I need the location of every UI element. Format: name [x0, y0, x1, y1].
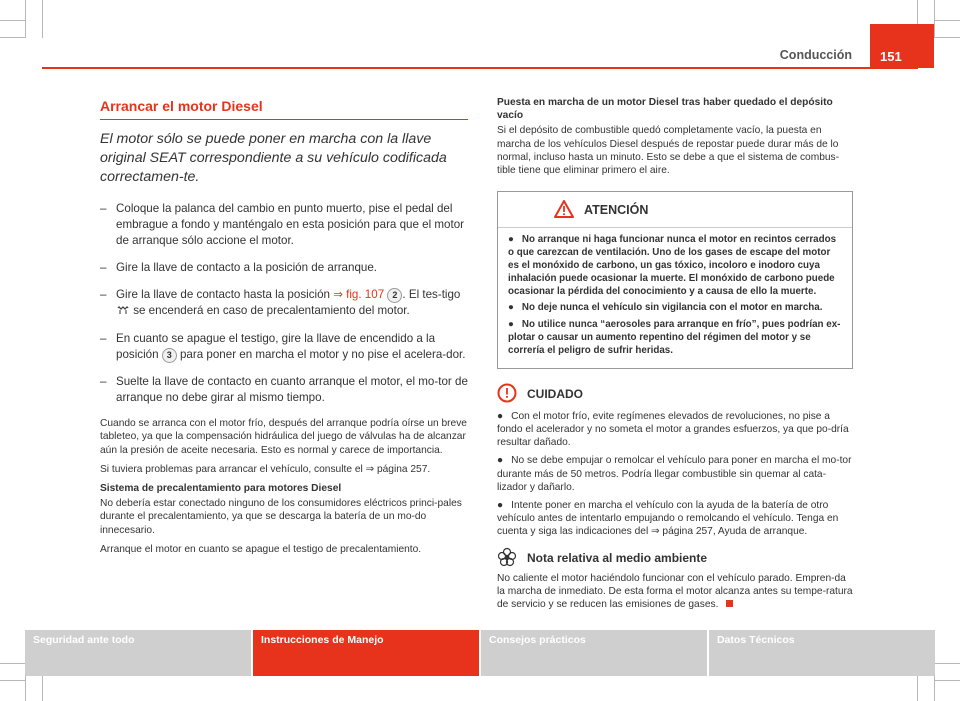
- section-heading: Arrancar el motor Diesel: [100, 100, 468, 120]
- step-text: Coloque la palanca del cambio en punto muerto, pise el pedal del embrague a fondo y manténgalo en esta posición para que el motor de arranque sólo accione el motor.: [116, 202, 465, 248]
- figure-link[interactable]: ⇒ fig. 107: [333, 288, 385, 302]
- warning-text: No deje nunca el vehículo sin vigilancia con el motor en marcha.: [521, 302, 823, 314]
- step-text: En cuanto se apague el testigo, gire la llave de encendido a la posición: [116, 332, 436, 362]
- step-text: Gire la llave de contacto hasta la posición: [116, 288, 334, 302]
- footer-tab-datos[interactable]: Datos Técnicos: [709, 630, 935, 676]
- step-text: se encenderá en caso de precalentamiento del motor.: [130, 304, 410, 318]
- footer-nav: [25, 630, 935, 676]
- warning-title: ATENCIÓN: [584, 203, 649, 218]
- environment-note-body: No caliente el motor haciéndolo funcionar con el vehículo parado. Empren-da la marcha de inmediato. De esta forma el motor alcanza antes su tempe-ratura de servicio y se reducen las emisiones de gases.: [497, 572, 853, 611]
- list-item: ● No deje nunca el vehículo sin vigilancia con el motor en marcha.: [508, 302, 823, 314]
- list-item: ● No arranque ni haga funcionar nunca el motor en recintos cerrados o que carezcan de ventilación. Uno de los gases de escape del motor es el monóxido de carbono, un gas tóxico, incoloro e inodoro cuya inhalación puede ocasionar la muerte. El monóxido de carbono puede ocasionar la pérdida del conocimiento y a causa de ello la muerte.: [508, 234, 837, 297]
- flower-icon: [497, 547, 517, 570]
- step-text: para poner en marcha el motor y no pise el acelera-dor.: [176, 348, 466, 362]
- body-paragraph: Si el depósito de combustible quedó completamente vacío, la puesta en marcha de los vehículos Diesel después de repostar puede durar más de lo normal, incluso hasta un minuto. Esto se debe a que el sistema de combus-tible tiene que eliminar primero el aire.: [497, 125, 840, 177]
- subheading: Puesta en marcha de un motor Diesel tras haber quedado el depósito vacío: [497, 97, 833, 122]
- list-item: – En cuanto se apague el testigo, gire la llave de encendido a la posición 3 para poner en marcha el motor y no pise el acelera-dor.: [100, 332, 466, 362]
- crop-mark: [934, 680, 960, 681]
- list-item: – Coloque la palanca del cambio en punto muerto, pise el pedal del embrague a fondo y manténgalo en esta posición para que el motor de arranque sólo accione el motor.: [100, 202, 465, 248]
- list-item: – Gire la llave de contacto a la posición de arranque.: [100, 261, 378, 275]
- list-item: ● Intente poner en marcha el vehículo con la ayuda de la batería de otro vehículo antes de intentarlo empujando o remolcando el vehículo. Tenga en cuenta y siga las indicaciones del ⇒ página 257, Ayuda de arranque.: [497, 500, 839, 538]
- list-item: – Suelte la llave de contacto en cuanto arranque el motor, el mo-tor de arranque no debe girar al mismo tiempo.: [100, 375, 468, 405]
- list-item: ● Con el motor frío, evite regímenes elevados de revoluciones, no pise a fondo el acelerador y no someta el motor a grandes esfuerzos, ya que po-dría resultar dañado.: [497, 410, 849, 449]
- caution-title: CUIDADO: [527, 386, 583, 401]
- warning-box: [497, 191, 853, 368]
- end-of-section-marker: [726, 600, 733, 607]
- steps-list: [100, 201, 468, 406]
- step-text: Suelte la llave de contacto en cuanto arranque el motor, el mo-tor de arranque no debe girar al mismo tiempo.: [116, 375, 468, 405]
- right-column: [497, 96, 853, 617]
- step-text: Gire la llave de contacto a la posición de arranque.: [116, 261, 378, 275]
- left-column: [100, 96, 468, 562]
- caution-text: Con el motor frío, evite regímenes elevados de revoluciones, no pise a fondo el acelerador y no someta el motor a grandes esfuerzos, ya que po-dría resultar dañado.: [497, 410, 849, 449]
- crop-mark: [934, 0, 935, 38]
- crop-mark: [934, 37, 960, 38]
- subheading: Sistema de precalentamiento para motores Diesel: [100, 483, 342, 495]
- page-number: 151: [880, 49, 902, 64]
- warning-text: No arranque ni haga funcionar nunca el motor en recintos cerrados o que carezcan de ventilación. Uno de los gases de escape del motor es el monóxido de carbono, un gas tóxico, incoloro e inodoro cuya inhalación puede ocasionar la muerte. El monóxido de carbono puede ocasionar la pérdida del conocimiento y a causa de ello la muerte.: [508, 234, 837, 297]
- caution-text: Intente poner en marcha el vehículo con la ayuda de la batería de otro vehículo antes de intentarlo empujando o remolcando el vehículo. Tenga en cuenta y siga las indicaciones del ⇒ página 257, Ayuda de arranque.: [497, 500, 839, 538]
- environment-note-header: [497, 547, 853, 570]
- position-number: 2: [387, 288, 402, 303]
- list-item: ● No se debe empujar o remolcar el vehículo para poner en marcha el mo-tor durante más de 50 metros. Podría llegar combustible sin quemar al cata-lizador y dañarlo.: [497, 455, 852, 493]
- caution-exclamation-icon: [497, 383, 517, 406]
- crop-mark: [0, 20, 26, 21]
- warning-body: [498, 228, 852, 367]
- environment-note-text: [497, 572, 853, 612]
- position-number: 3: [162, 348, 177, 363]
- crop-mark: [934, 20, 960, 21]
- list-item: – Gire la llave de contacto hasta la posición ⇒ fig. 107 2 . El tes-tigo se encenderá en caso de precalentamiento del motor.: [100, 288, 461, 318]
- body-paragraph: Arranque el motor en cuanto se apague el testigo de precalentamiento.: [100, 543, 422, 555]
- glow-plug-icon: [116, 306, 130, 317]
- header-rule: [42, 67, 918, 69]
- caution-header: [497, 383, 853, 406]
- list-item: ● No utilice nunca “aerosoles para arranque en frío”, pues podrían ex-plotar o causar un aumento repentino del régimen del motor y se correría el peligro de sufrir heridas.: [508, 319, 841, 356]
- crop-mark: [42, 0, 43, 38]
- crop-mark: [0, 37, 26, 38]
- body-paragraph: Cuando se arranca con el motor frío, después del arranque podría oírse un breve tableteo, ya que la compensación hidráulica del juego de válvulas ha de alcanzar aún la presión de aceite necesaria. Esto es normal y carece de importancia.: [100, 418, 467, 456]
- step-text: . El tes-tigo: [402, 288, 461, 302]
- warning-triangle-icon: [554, 200, 574, 221]
- warning-text: No utilice nunca “aerosoles para arranque en frío”, pues podrían ex-plotar o causar un aumento repentino del régimen del motor y se correría el peligro de sufrir heridas.: [508, 319, 841, 356]
- running-header: Conducción: [779, 48, 852, 62]
- intro-paragraph: El motor sólo se puede poner en marcha con la llave original SEAT correspondiente a su vehículo codificada correctamen-te.: [100, 131, 447, 186]
- page-reference: Si tuviera problemas para arrancar el vehículo, consulte el ⇒ página 257.: [100, 463, 431, 475]
- environment-note-title: Nota relativa al medio ambiente: [527, 550, 708, 565]
- footer-tab-consejos[interactable]: Consejos prácticos: [481, 630, 707, 676]
- crop-mark: [25, 0, 26, 38]
- page-number-tab: [870, 24, 934, 68]
- body-paragraph: No debería estar conectado ninguno de los consumidores eléctricos princi-pales durante el precalentamiento, ya que se descarga la batería de un mo-do innecesario.: [100, 498, 462, 536]
- crop-mark: [934, 663, 960, 664]
- caution-text: No se debe empujar o remolcar el vehículo para poner en marcha el mo-tor durante más de 50 metros. Podría llegar combustible sin quemar al cata-lizador y dañarlo.: [497, 455, 852, 493]
- crop-mark: [0, 663, 26, 664]
- warning-header: [498, 192, 852, 228]
- footer-tab-instrucciones[interactable]: Instrucciones de Manejo: [253, 630, 479, 676]
- crop-mark: [0, 680, 26, 681]
- footer-tab-seguridad[interactable]: Seguridad ante todo: [25, 630, 251, 676]
